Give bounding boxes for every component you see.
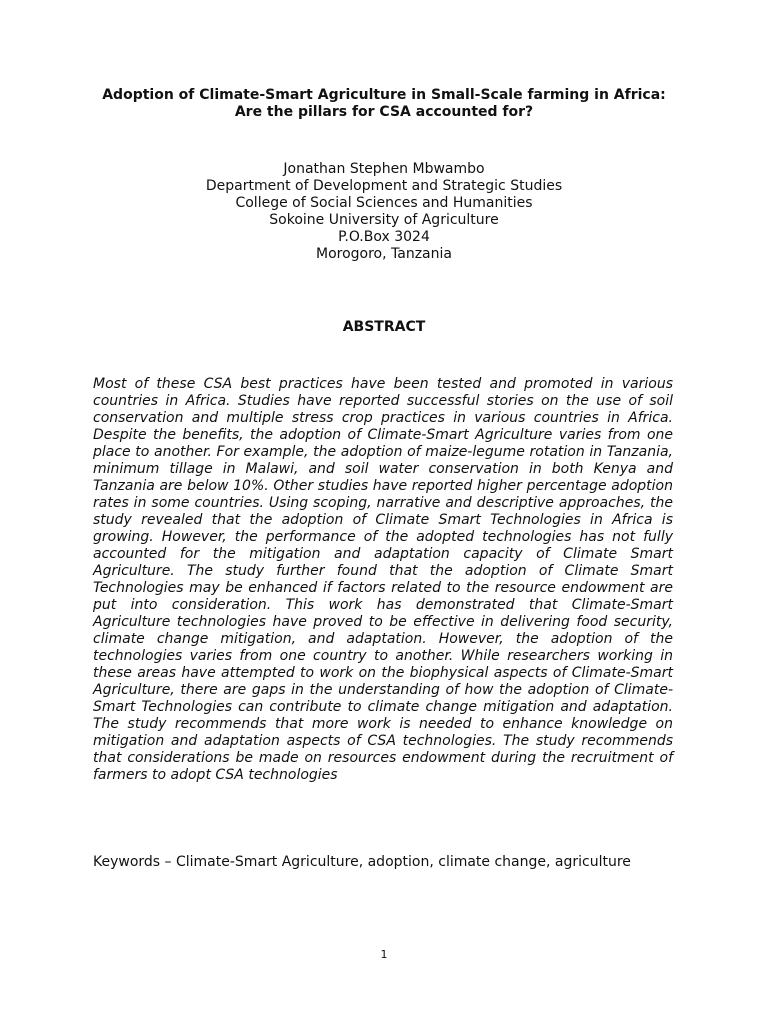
author-college: College of Social Sciences and Humanities xyxy=(235,195,533,211)
abstract-heading: ABSTRACT xyxy=(342,319,426,335)
author-location: Morogoro, Tanzania xyxy=(316,246,452,262)
keywords: Keywords – Climate-Smart Agriculture, adoption, climate change, agriculture xyxy=(93,854,631,870)
author-po-box: P.O.Box 3024 xyxy=(338,229,430,245)
author-university: Sokoine University of Agriculture xyxy=(269,212,499,228)
abstract-body: Most of these CSA best practices have been tested and promoted in various countries in Africa. Studies have reported successful stories on the use of soil conservation and multiple stress crop practices in various countries in Africa. Despite the benefits, the adoption of Climate-Smart Agriculture varies from one place to another. For example, the adoption of maize-legume rotation in Tanzania, minimum tillage in Malawi, and soil water conservation in both Kenya and Tanzania are below 10%. Other studies have reported higher percentage adoption rates in some countries. Using scoping, narrative and descriptive approaches, the study revealed that the adoption of Climate Smart Technologies in Africa is growing. However, the performance of the adopted technologies has not fully accounted for the mitigation and adaptation capacity of Climate Smart Agriculture. The study further found that the adoption of Climate Smart Technologies may be enhanced if factors related to the resource endowment are put into consideration. This work has demonstrated that Climate-Smart Agriculture technologies have proved to be effective in delivering food security, climate change mitigation, and adaptation. However, the adoption of the technologies varies from one country to another. While researchers working in these areas have attempted to work on the biophysical aspects of Climate-Smart Agriculture, there are gaps in the understanding of how the adoption of Climate-Smart Technologies can contribute to climate change mitigation and adaptation. The study recommends that more work is needed to enhance knowledge on mitigation and adaptation aspects of CSA technologies. The study recommends that considerations be made on resources endowment during the recruitment of farmers to adopt CSA technologies xyxy=(93,376,673,783)
author-block xyxy=(92,161,676,263)
paper-title: Adoption of Climate-Smart Agriculture in Small-Scale farming in Africa: Are the pillars for CSA accounted for? xyxy=(102,87,666,120)
page-number: 1 xyxy=(380,948,388,961)
author-department: Department of Development and Strategic Studies xyxy=(205,178,563,194)
author-name: Jonathan Stephen Mbwambo xyxy=(283,161,485,177)
